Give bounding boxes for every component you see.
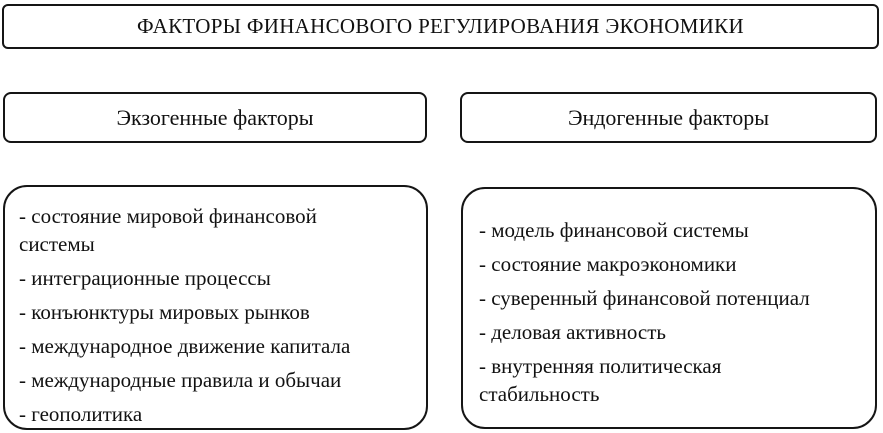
exogenous-header-label: Экзогенные факторы: [116, 104, 314, 130]
list-item: - состояние макроэкономики: [479, 252, 737, 276]
diagram-title: ФАКТОРЫ ФИНАНСОВОГО РЕГУЛИРОВАНИЯ ЭКОНОМИКИ: [137, 14, 744, 38]
title-box: [2, 4, 879, 49]
list-item: - деловая активность: [479, 320, 667, 344]
list-item: - международные правила и обычаи: [19, 368, 342, 392]
endogenous-header-label: Эндогенные факторы: [567, 104, 770, 130]
list-item: - модель финансовой системы: [479, 218, 749, 242]
list-item: - внутренняя политическая стабильность: [479, 354, 722, 406]
list-item: - конъюнктуры мировых рынков: [19, 300, 310, 324]
exogenous-list-box: [3, 185, 428, 430]
exogenous-header-box: [3, 92, 427, 143]
list-item: - интеграционные процессы: [19, 266, 271, 290]
list-item: - международное движение капитала: [19, 334, 351, 358]
endogenous-header-box: [460, 92, 877, 143]
endogenous-list-box: [461, 187, 877, 429]
list-item: - суверенный финансовой потенциал: [479, 286, 810, 310]
list-item: - состояние мировой финансовой системы: [19, 204, 317, 256]
list-item: - геополитика: [19, 402, 143, 426]
